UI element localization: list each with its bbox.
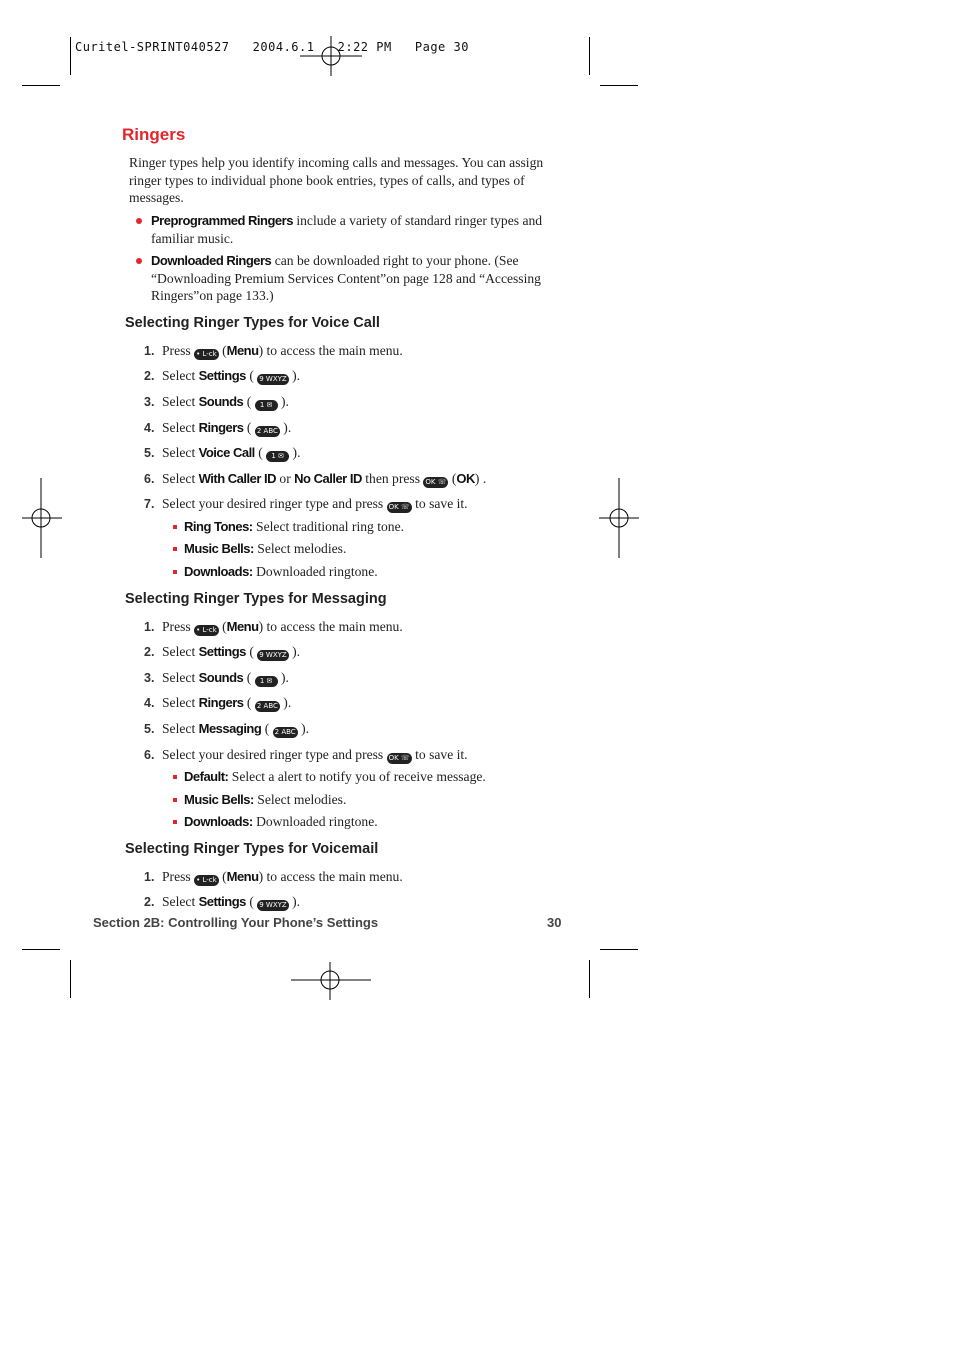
menu-key-icon: • L-ck	[196, 876, 217, 884]
key-2-icon: 2 ABC	[256, 427, 278, 435]
sub-bullet: Music Bells: Select melodies.	[184, 540, 346, 558]
square-bullet-icon	[173, 775, 177, 779]
bullet-preprogrammed: Preprogrammed Ringers include a variety of standard ringer types and familiar music.	[151, 212, 551, 247]
ok-key-icon: OK ☏	[425, 478, 447, 486]
step-item: 2. Select Settings ( 9 WXYZ ).	[144, 894, 301, 909]
step-item: 4. Select Ringers ( 2 ABC ).	[144, 420, 292, 435]
square-bullet-icon	[173, 798, 177, 802]
ok-key-icon: OK ☏	[388, 503, 410, 511]
key-1-icon: 1 ✉	[255, 400, 278, 411]
key-9-icon: 9 WXYZ	[259, 375, 287, 383]
menu-key-icon: • L-ck	[196, 626, 217, 634]
sub-bullet: Default: Select a alert to notify you of receive message.	[184, 768, 486, 786]
section-heading-messaging: Selecting Ringer Types for Messaging	[125, 591, 387, 607]
sub-bullet: Downloads: Downloaded ringtone.	[184, 813, 378, 831]
key-2-icon: 2 ABC	[274, 728, 296, 736]
square-bullet-icon	[173, 525, 177, 529]
registration-mark-icon	[599, 478, 639, 558]
registration-mark-icon	[300, 30, 362, 80]
page-number: 30	[547, 915, 562, 930]
step-item: 3. Select Sounds ( 1 ✉ ).	[144, 670, 289, 685]
section-heading-voicemail: Selecting Ringer Types for Voicemail	[125, 841, 379, 857]
key-9-icon: 9 WXYZ	[259, 901, 287, 909]
step-item: 2. Select Settings ( 9 WXYZ ).	[144, 368, 301, 383]
footer-section-title: Section 2B: Controlling Your Phone’s Settings	[93, 915, 379, 930]
key-9-icon: 9 WXYZ	[259, 651, 287, 659]
page-title: Ringers	[122, 125, 186, 144]
step-item: 6. Select With Caller ID or No Caller ID then press OK ☏ (OK) .	[144, 471, 487, 486]
registration-mark-icon	[22, 478, 62, 558]
step-item: 1. Press • L-ck (Menu) to access the main menu.	[144, 619, 403, 634]
sub-bullet: Ring Tones: Select traditional ring tone.	[184, 518, 404, 536]
bullet-downloaded: Downloaded Ringers can be downloaded right to your phone. (See “Downloading Premium Services Content”on page 128 and “Accessing Ringers”on page 133.)	[151, 252, 551, 305]
step-item: 4. Select Ringers ( 2 ABC ).	[144, 695, 292, 710]
menu-key-icon: • L-ck	[196, 350, 217, 358]
bullet-dot-icon	[136, 218, 142, 224]
square-bullet-icon	[173, 820, 177, 824]
step-item: 1. Press • L-ck (Menu) to access the main menu.	[144, 869, 403, 884]
step-item: 7. Select your desired ringer type and press OK ☏ to save it.	[144, 496, 468, 511]
ok-key-icon: OK ☏	[388, 754, 410, 762]
key-1-icon: 1 ✉	[266, 451, 289, 462]
step-item: 5. Select Voice Call ( 1 ✉ ).	[144, 445, 301, 460]
step-item: 1. Press • L-ck (Menu) to access the main menu.	[144, 343, 403, 358]
square-bullet-icon	[173, 570, 177, 574]
print-slug: Curitel-SPRINT040527 2004.6.1 2:22 PM Page 30	[75, 40, 469, 54]
sub-bullet: Downloads: Downloaded ringtone.	[184, 563, 378, 581]
step-item: 3. Select Sounds ( 1 ✉ ).	[144, 394, 289, 409]
key-2-icon: 2 ABC	[256, 702, 278, 710]
square-bullet-icon	[173, 547, 177, 551]
registration-mark-icon	[291, 962, 371, 1000]
sub-bullet: Music Bells: Select melodies.	[184, 791, 346, 809]
key-1-icon: 1 ✉	[255, 676, 278, 687]
step-item: 2. Select Settings ( 9 WXYZ ).	[144, 644, 301, 659]
intro-paragraph: Ringer types help you identify incoming calls and messages. You can assign ringer types to individual phone book entries, types of calls, and types of messages.	[129, 155, 544, 206]
section-heading-voice-call: Selecting Ringer Types for Voice Call	[125, 315, 380, 331]
bullet-dot-icon	[136, 258, 142, 264]
step-item: 5. Select Messaging ( 2 ABC ).	[144, 721, 310, 736]
step-item: 6. Select your desired ringer type and press OK ☏ to save it.	[144, 747, 468, 762]
